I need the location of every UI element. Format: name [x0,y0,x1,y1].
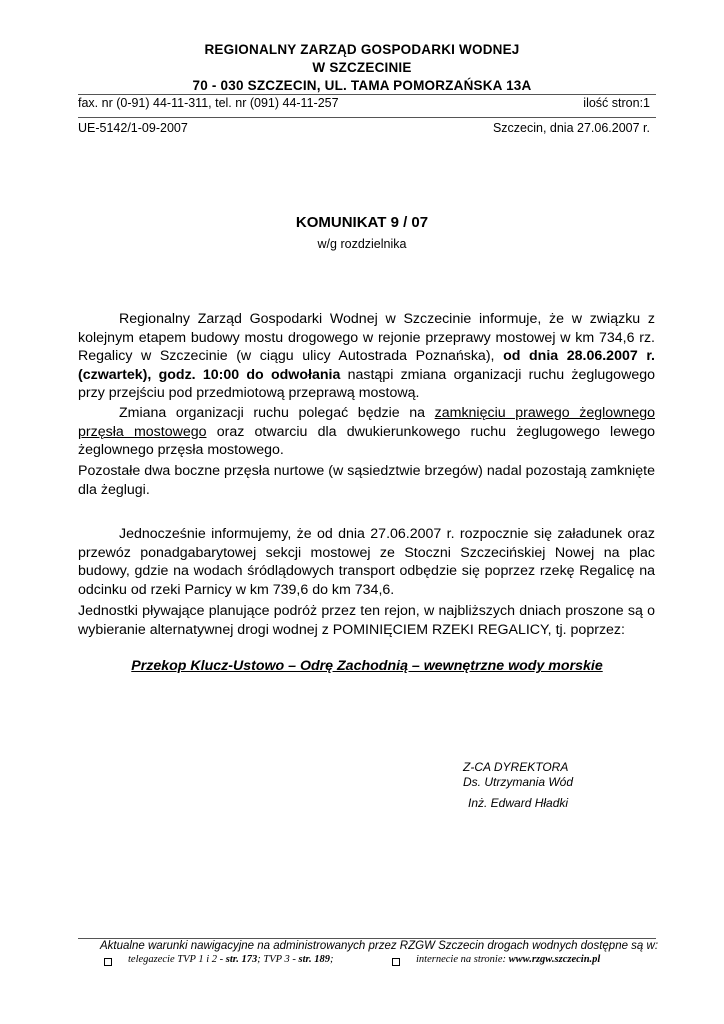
paragraph-1-text-a: Regionalny Zarząd Gospodarki Wodnej w Szczecinie informuje, że w związku z kolejnym etapem budowy mostu drogowego w rejonie przeprawy mostowej w km 734,6 rz. Regalicy w Szczecinie (w ciągu ulicy Autostrada Poznańska), [78,311,655,364]
paragraph-3: Pozostałe dwa boczne przęsła nurtowe (w sąsiedztwie brzegów) nadal pozostają zamknięte dla żeglugi. [78,463,655,498]
signature-department: Ds. Utrzymania Wód [463,775,574,789]
footer-tv-info [128,954,334,965]
alternative-route: Przekop Klucz-Ustowo – Odrę Zachodnią – wewnętrzne wody morskie [131,658,603,674]
document-subtitle: w/g rozdzielnika [317,237,407,251]
footer-tv-text-a: telegazecie TVP 1 i 2 - [128,954,226,965]
contact-line: fax. nr (0-91) 44-11-311, tel. nr (091) 44-11-257 [78,96,339,110]
paragraph-5: Jednostki pływające planujące podróż przez ten rejon, w najbliższych dniach proszone są o wybieranie alternatywnej drogi wodnej z POMINIĘCIEM RZEKI REGALICY, tj. poprzez: [78,603,655,638]
page-count: ilość stron:1 [583,96,650,110]
paragraph-1-bold: od dnia 28.06.2007 r. (czwartek), godz. 10:00 do odwołania [78,348,656,383]
footer-web-text: internecie na stronie: [416,954,509,965]
footer-intro: Aktualne warunki nawigacyjne na administrowanych przez RZGW Szczecin drogach wodnych dostępne są w: [100,940,659,952]
paragraph-2-text-b: oraz otwarciu dla dwukierunkowego ruchu żeglugowego lewego żeglownego przęsła mostowego. [78,423,656,458]
signature-title: Z-CA DYREKTORA [463,760,569,774]
reference-number: UE-5142/1-09-2007 [78,121,188,135]
footer-rule [78,938,656,939]
footer-tv-text-b: ; TVP 3 - [257,954,299,965]
header-rule-bottom [78,117,656,118]
paragraph-4: Jednocześnie informujemy, że od dnia 27.06.2007 r. rozpocznie się załadunek oraz przewóz ponadgabarytowej sekcji mostowej ze Stoczni Szczecińskiej Nowej na plac budowy, gdzie na wodach śródlądowych transport odbędzie się poprzez rzekę Regalicę na odcinku od rzeki Parnicy w km 739,6 do km 734,6. [78,526,655,598]
document-title: KOMUNIKAT 9 / 07 [295,214,429,231]
footer-web-info [416,954,600,965]
header-line-1: REGIONALNY ZARZĄD GOSPODARKI WODNEJ [204,42,520,57]
footer-web-url[interactable]: www.rzgw.szczecin.pl [508,954,601,965]
paragraph-1-text-b: nastąpi zmiana organizacji ruchu żeglugowego przy przejściu pod przedmiotową przeprawą mostową. [78,366,655,401]
paragraph-2-text-a: Zmiana organizacji ruchu polegać będzie na [119,405,435,421]
footer-tv-page-2: str. 189 [298,954,331,965]
footer-bullet-1-icon [104,958,112,966]
header-line-2: W SZCZECINIE [312,60,412,75]
paragraph-1 [78,310,655,403]
paragraph-2 [78,404,655,460]
footer-tv-page-1: str. 173 [225,954,258,965]
place-date: Szczecin, dnia 27.06.2007 r. [492,121,650,135]
signature-name: Inż. Edward Hładki [468,796,569,810]
paragraph-2-underline: zamknięciu prawego żeglownego przęsła mostowego [78,405,655,440]
header-line-3: 70 - 030 SZCZECIN, UL. TAMA POMORZAŃSKA 13A [192,78,532,93]
header-rule-top [78,94,656,95]
footer-bullet-2-icon [392,958,400,966]
footer-tv-end: ; [330,954,334,965]
